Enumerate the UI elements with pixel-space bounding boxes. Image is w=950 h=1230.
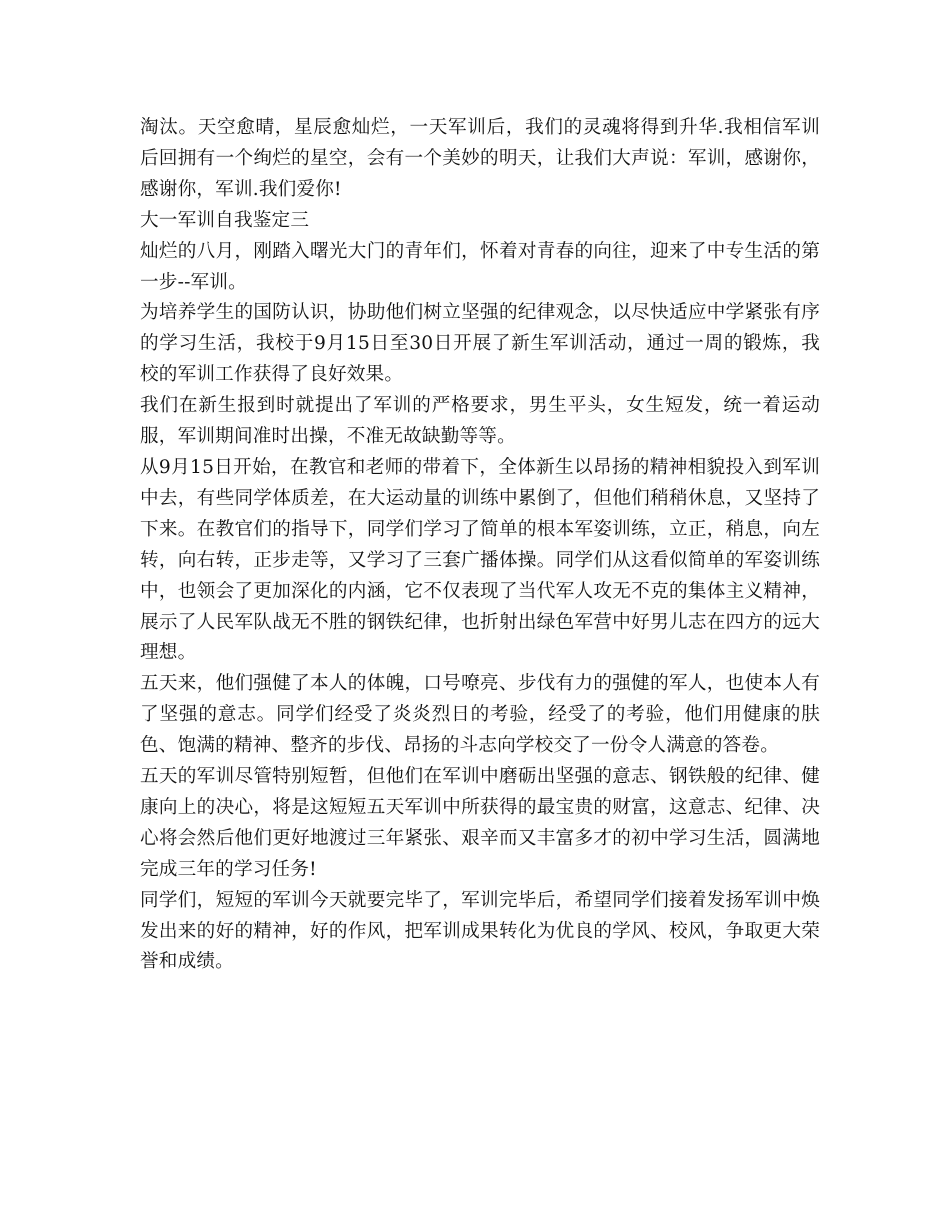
section-heading: 大一军训自我鉴定三 — [140, 209, 310, 231]
paragraph-hope: 同学们，短短的军训今天就要完毕了，军训完毕后，希望同学们接着发扬军训中焕发出来的好的精神，好的作风，把军训成果转化为优良的学风、校风，争取更大荣誉和成绩。 — [140, 889, 820, 973]
paragraph-value: 五天的军训尽管特别短暂，但他们在军训中磨砺出坚强的意志、钢铁般的纪律、健康向上的决心，将是这短短五天军训中所获得的最宝贵的财富，这意志、纪律、决心将会然后他们更好地渡过三年紧张、艰辛而又丰富多才的初中学习生活，圆满地完成三年的学习任务! — [140, 766, 820, 880]
paragraph-closing: 淘汰。天空愈晴，星辰愈灿烂，一天军训后，我们的灵魂将得到升华.我相信军训后回拥有一个绚烂的星空，会有一个美妙的明天，让我们大声说：军训，感谢你，感谢你，军训.我们爱你! — [140, 117, 820, 200]
document-page — [140, 113, 820, 978]
paragraph-intro: 灿烂的八月，刚踏入曙光大门的青年们，怀着对青春的向往，迎来了中专生活的第一步--军训。 — [140, 240, 820, 293]
paragraph-requirements: 我们在新生报到时就提出了军训的严格要求，男生平头，女生短发，统一着运动服，军训期间准时出操，不准无故缺勤等等。 — [140, 395, 820, 448]
paragraph-five-days: 五天来，他们强健了本人的体魄，口号嘹亮、步伐有力的强健的军人，也使本人有了坚强的意志。同学们经受了炎炎烈日的考验，经受了的考验，他们用健康的肤色、饱满的精神、整齐的步伐、昂扬的斗志向学校交了一份令人满意的答卷。 — [140, 673, 820, 757]
paragraph-purpose: 为培养学生的国防认识，协助他们树立坚强的纪律观念，以尽快适应中学紧张有序的学习生活，我校于9月15日至30日开展了新生军训活动，通过一周的锻炼，我校的军训工作获得了良好效果。 — [140, 302, 820, 386]
paragraph-training: 从9月15日开始，在教官和老师的带着下，全体新生以昂扬的精神相貌投入到军训中去，有些同学体质差，在大运动量的训练中累倒了，但他们稍稍休息，又坚持了下来。在教官们的指导下，同学们学习了简单的根本军姿训练，立正，稍息，向左转，向右转，正步走等，又学习了三套广播体操。同学们从这看似简单的军姿训练中，也领会了更加深化的内涵，它不仅表现了当代军人攻无不克的集体主义精神，展示了人民军队战无不胜的钢铁纪律，也折射出绿色军营中好男儿志在四方的远大理想。 — [140, 456, 820, 664]
